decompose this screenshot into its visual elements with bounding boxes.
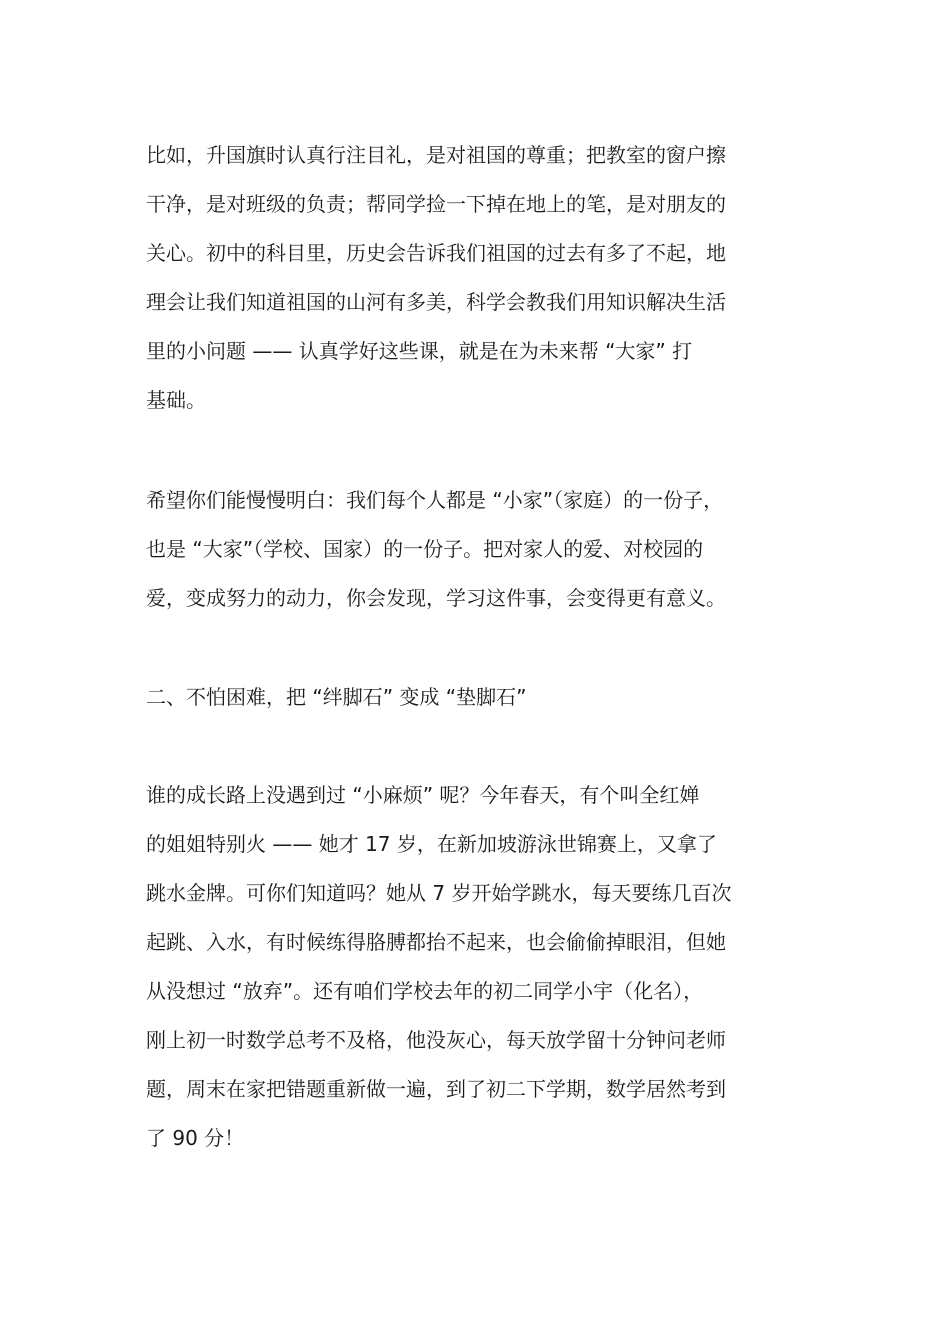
paragraph-line: 起跳、入水，有时候练得胳膊都抬不起来，也会偷偷掉眼泪，但她 — [146, 930, 726, 954]
paragraph-overcoming-difficulties — [146, 771, 826, 1163]
paragraph-line: 干净，是对班级的负责；帮同学捡一下掉在地上的笔，是对朋友的 — [146, 192, 726, 216]
paragraph-line: 爱，变成努力的动力，你会发现，学习这件事，会变得更有意义。 — [146, 586, 726, 610]
paragraph-line: 了 90 分！ — [146, 1126, 245, 1150]
section-heading — [146, 673, 826, 722]
paragraph-line: 理会让我们知道祖国的山河有多美，科学会教我们用知识解决生活 — [146, 290, 726, 314]
paragraph-respect-and-responsibility — [146, 131, 826, 425]
paragraph-small-and-big-family — [146, 476, 826, 623]
paragraph-line: 的姐姐特别火 —— 她才 17 岁，在新加坡游泳世锦赛上，又拿了 — [146, 832, 717, 856]
paragraph-line: 里的小问题 —— 认真学好这些课，就是在为未来帮 “大家” 打 — [146, 339, 693, 363]
paragraph-line: 也是 “大家”（学校、国家）的一份子。把对家人的爱、对校园的 — [146, 537, 704, 561]
paragraph-line: 题，周末在家把错题重新做一遍，到了初二下学期，数学居然考到 — [146, 1077, 726, 1101]
paragraph-line: 关心。初中的科目里，历史会告诉我们祖国的过去有多了不起，地 — [146, 241, 726, 265]
section-heading-text: 二、不怕困难，把 “绊脚石” 变成 “垫脚石” — [146, 685, 527, 709]
paragraph-line: 比如，升国旗时认真行注目礼，是对祖国的尊重；把教室的窗户擦 — [146, 143, 726, 167]
paragraph-line: 谁的成长路上没遇到过 “小麻烦” 呢？今年春天，有个叫全红婵 — [146, 783, 700, 807]
paragraph-line: 基础。 — [146, 388, 206, 412]
paragraph-line: 希望你们能慢慢明白：我们每个人都是 “小家”（家庭）的一份子， — [146, 488, 724, 512]
paragraph-line: 跳水金牌。可你们知道吗？她从 7 岁开始学跳水，每天要练几百次 — [146, 881, 732, 905]
paragraph-line: 刚上初一时数学总考不及格，他没灰心，每天放学留十分钟问老师 — [146, 1028, 726, 1052]
paragraph-line: 从没想过 “放弃”。还有咱们学校去年的初二同学小宇（化名）， — [146, 979, 704, 1003]
